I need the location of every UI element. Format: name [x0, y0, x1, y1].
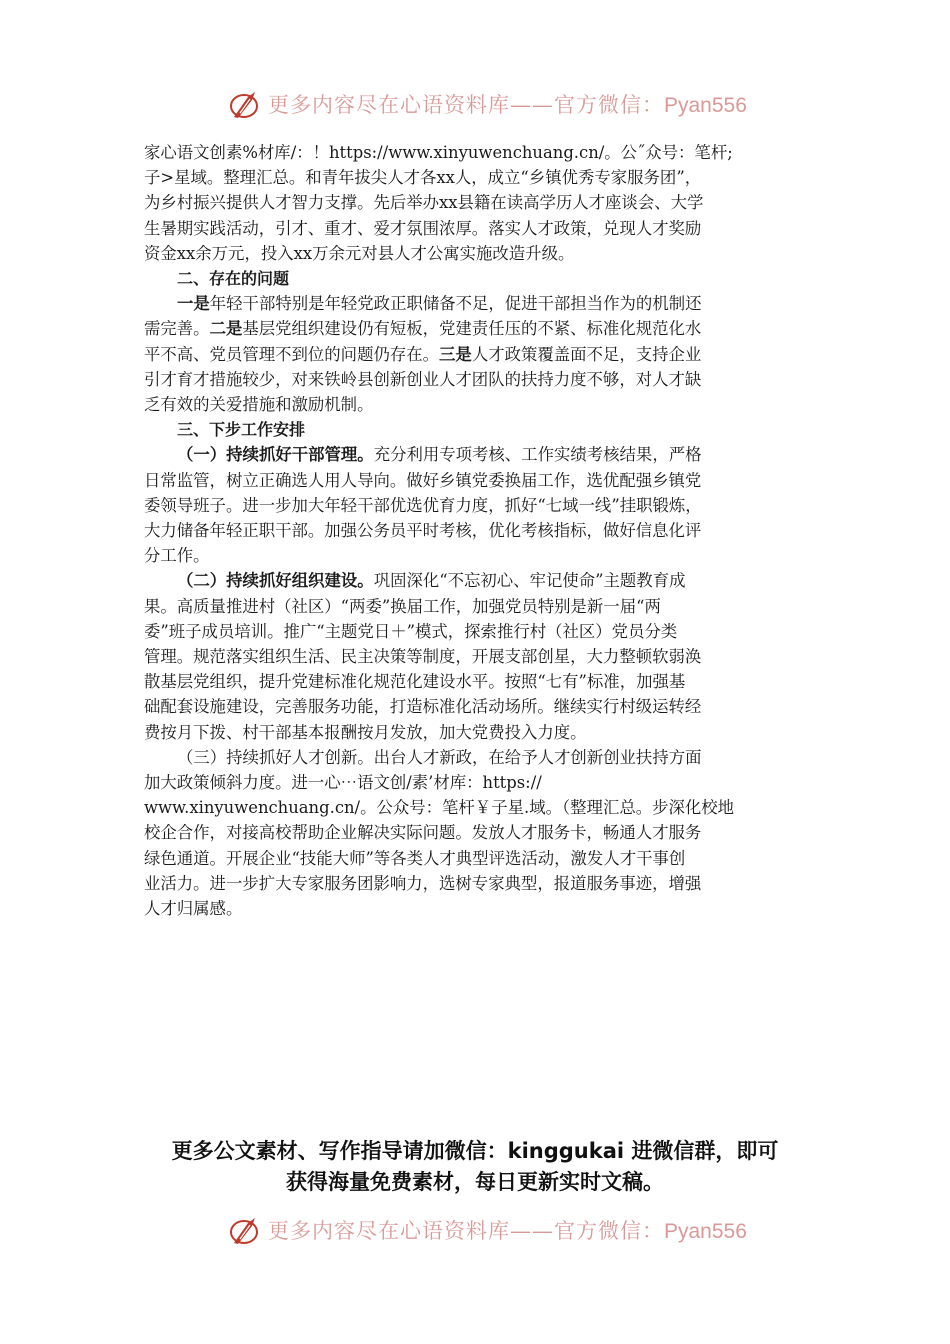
pen-nib-logo-icon: [228, 1213, 262, 1247]
section-heading-next-steps: 三、下步工作安排: [177, 420, 306, 440]
footer-banner-wechat-id: Pyan556: [664, 1220, 747, 1243]
promo-line-1: 更多公文素材、写作指导请加微信：kinggukai 进微信群，即可: [171, 1139, 779, 1163]
paragraph-organization-building: （二）持续抓好组织建设。巩固深化“不忘初心、牢记使命”主题教育成 果。高质量推进村（社区）“两委”换届工作，加强党员特别是新一届“两 委”班子成员培训。推广“主题党日＋”模式，探索推行村（社区）党员分类 管理。规范落实组织生活、民主决策等制度，开展支部创星，大力整顿软弱涣 散基层党组织，提升党建标准化规范化建设水平。按照“七有”标准，加强基 础配套设施建设，完善服务功能，打造标准化活动场所。继续实行村级运转经 费按月下拨、村干部基本报酬按月发放，加大党费投入力度。: [144, 571, 702, 742]
promo-notice: [140, 1136, 810, 1198]
header-banner: [228, 84, 747, 124]
section-heading-problems: 二、存在的问题: [177, 269, 290, 289]
pen-nib-logo-icon: [228, 87, 262, 121]
paragraph-talent-summary: 家心语文创素%材库/：！https://www.xinyuwenchuang.cn/。公˝众号：笔杆; 子>星域。整理汇总。和青年拔尖人才各xx人，成立“乡镇优秀专家服务团”， 为乡村振兴提供人才智力支撑。先后举办xx县籍在读高学历人才座谈会、大学 生暑期实践活动，引才、重才、爱才氛围浓厚。落实人才政策，兑现人才奖励 资金xx余万元，投入xx万余元对县人才公寓实施改造升级。: [144, 143, 733, 263]
header-banner-wechat-id: Pyan556: [664, 94, 747, 117]
paragraph-problems: 一是年轻干部特别是年轻党政正职储备不足，促进干部担当作为的机制还 需完善。二是基层党组织建设仍有短板，党建责任压的不紧、标准化规范化水 平不高、党员管理不到位的问题仍存在。三是人才政策覆盖面不足，支持企业 引才育才措施较少，对来铁岭县创新创业人才团队的扶持力度不够，对人才缺 乏有效的关爱措施和激励机制。: [144, 294, 702, 415]
footer-banner: [228, 1210, 747, 1250]
paragraph-cadre-management: （一）持续抓好干部管理。充分利用专项考核、工作实绩考核结果，严格 日常监管，树立正确选人用人导向。做好乡镇党委换届工作，选优配强乡镇党 委领导班子。进一步加大年轻干部优选优育力度，抓好“七域一线”挂职锻炼， 大力储备年轻正职干部。加强公务员平时考核，优化考核指标，做好信息化评 分工作。: [144, 445, 702, 566]
document-body: [144, 140, 808, 921]
paragraph-talent-innovation: （三）持续抓好人才创新。出台人才新政，在给予人才创新创业扶持方面 加大政策倾斜力度。进一心⋯语文创/素’材库：https:// www.xinyuwenchuang.cn/。公众号：笔杆￥子星.域。（整理汇总。步深化校地 校企合作，对接高校帮助企业解决实际问题。发放人才服务卡，畅通人才服务 绿色通道。开展企业“技能大师”等各类人才典型评选活动，激发人才干事创 业活力。进一步扩大专家服务团影响力，选树专家典型，报道服务事迹，增强 人才归属感。: [144, 747, 735, 919]
header-banner-text: 更多内容尽在心语资料库——官方微信：Pyan556: [268, 93, 747, 117]
footer-banner-text: 更多内容尽在心语资料库——官方微信：Pyan556: [268, 1219, 747, 1243]
promo-line-2: 获得海量免费素材，每日更新实时文稿。: [286, 1170, 664, 1194]
